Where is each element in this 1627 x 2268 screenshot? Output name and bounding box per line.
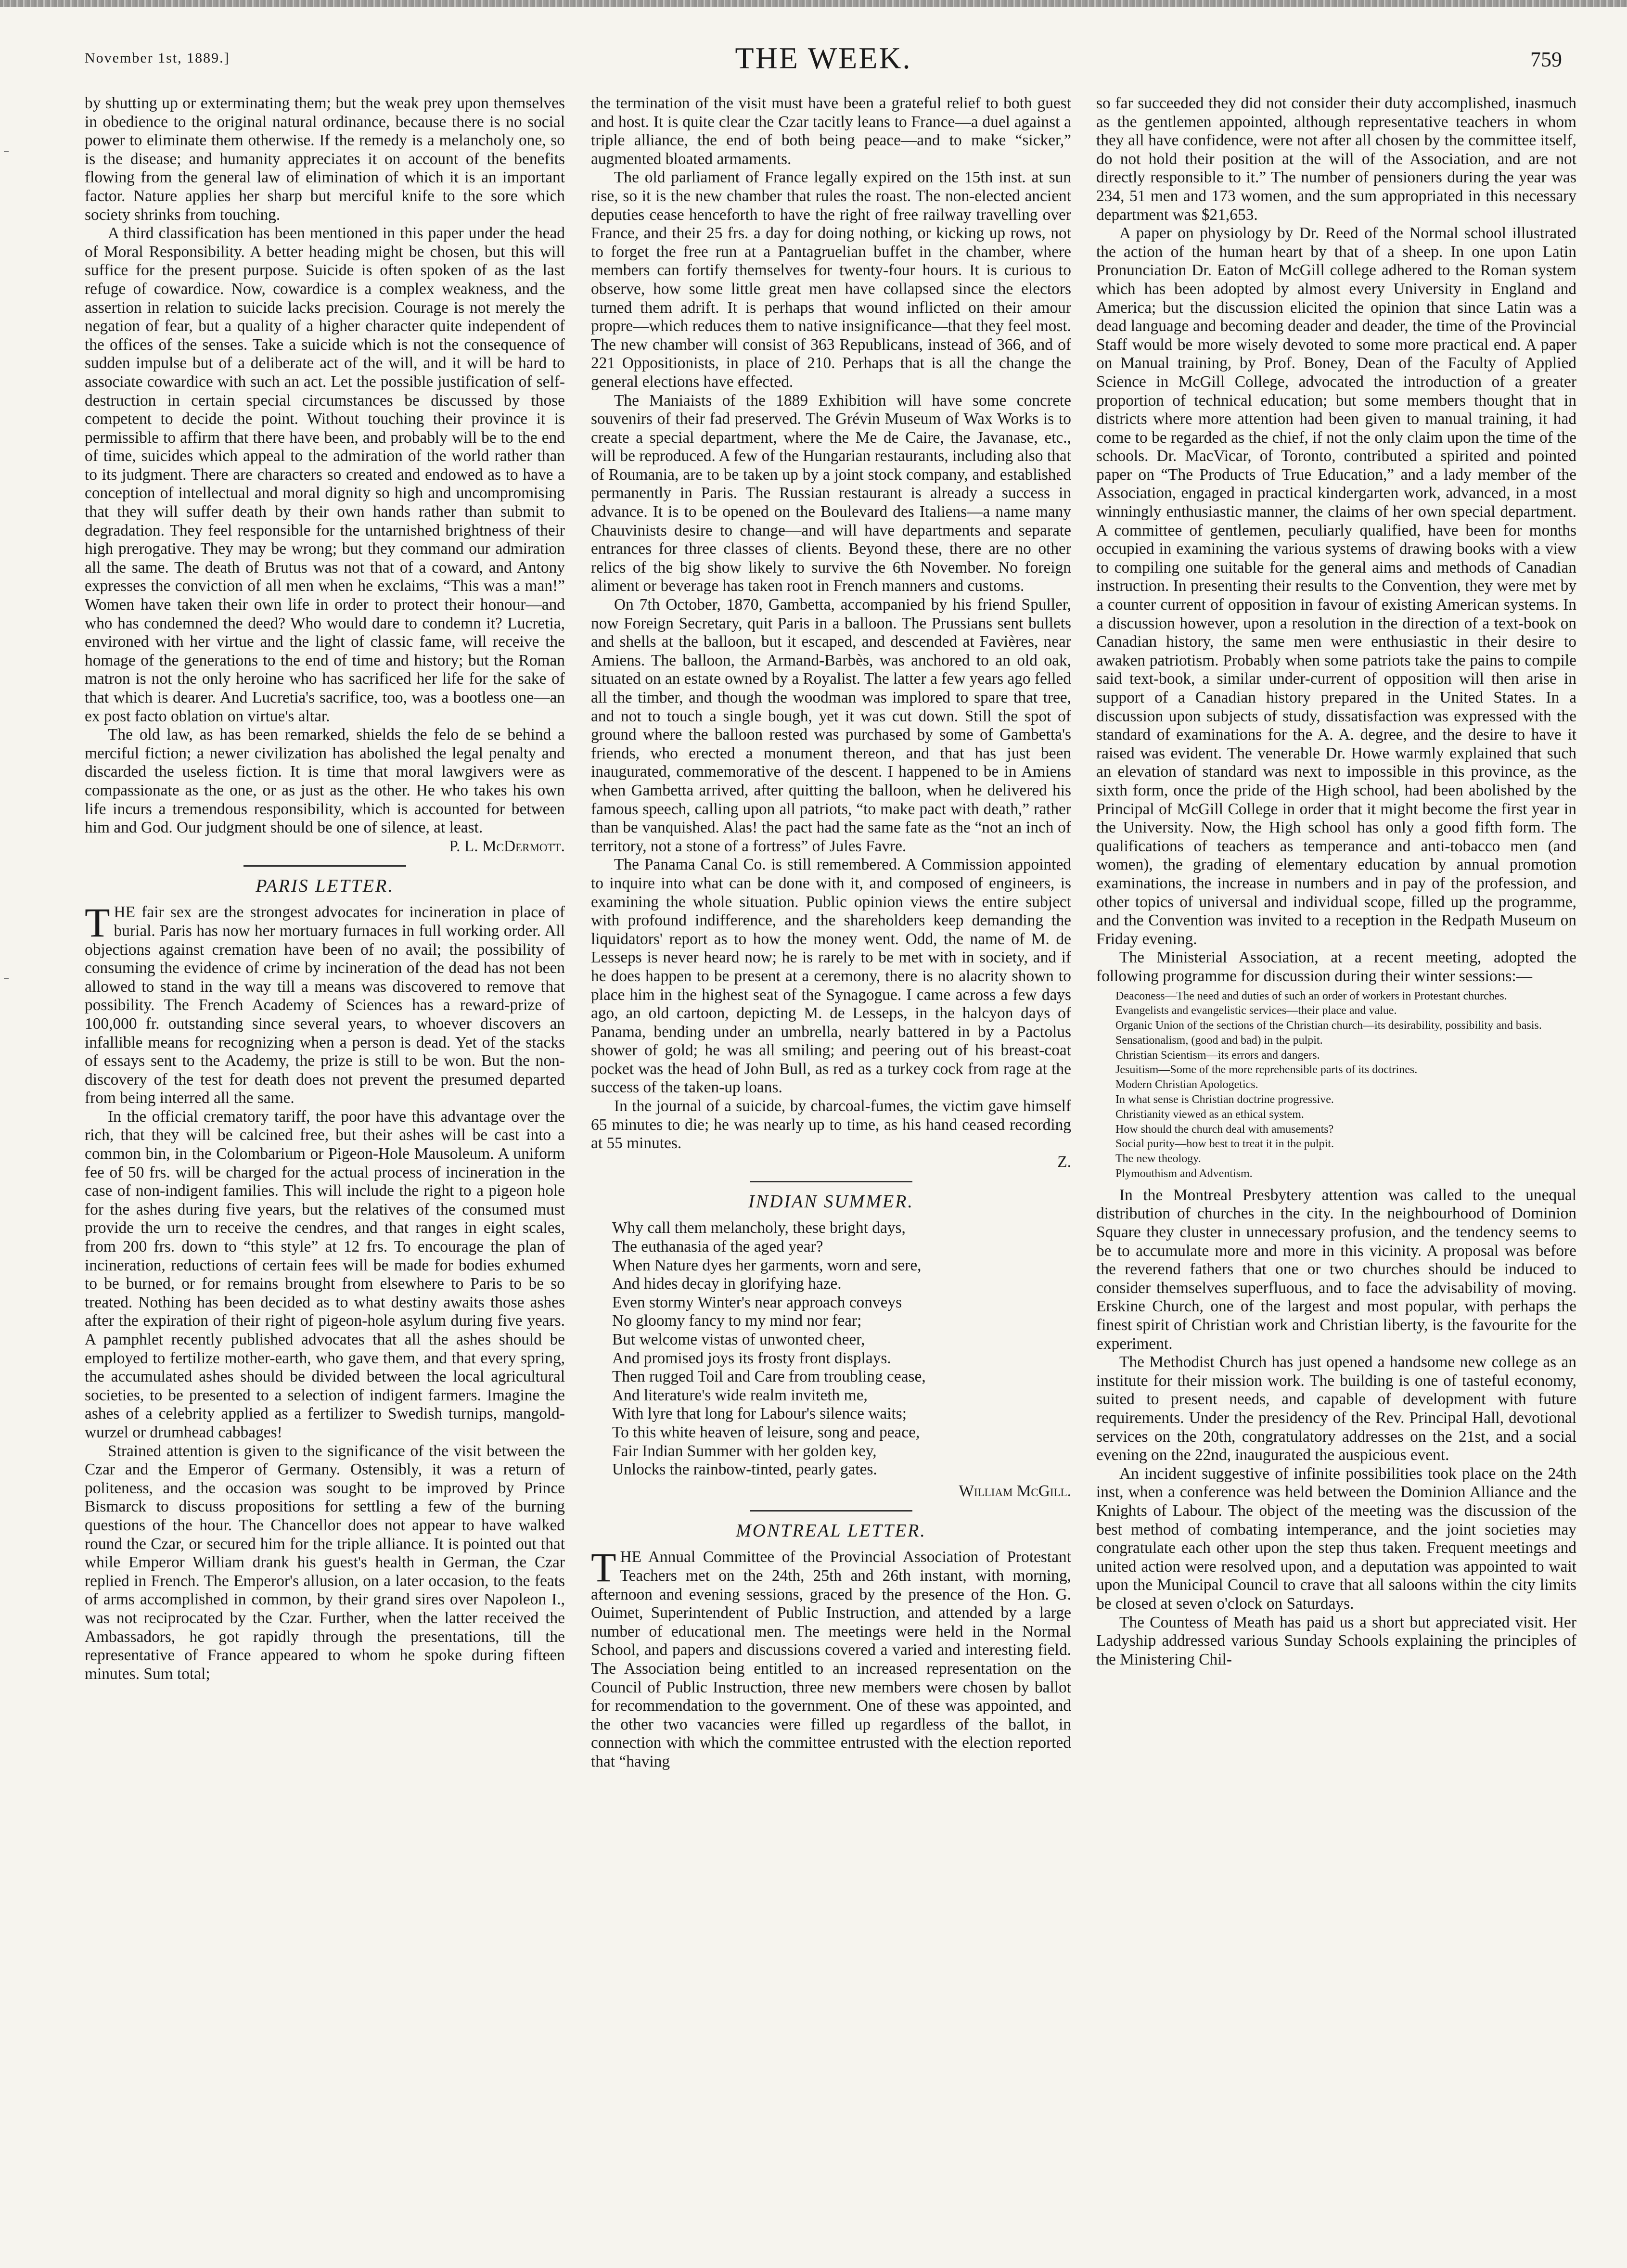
paragraph: Strained attention is given to the significance of the visit between the Czar and the Emperor of Germany. Ostensibly, it was a return of politeness, and the occasion was sought to be improved by Prince Bismarck to discuss propositions for settling a few of the burning questions of the hour. The Chancellor does not appear to have walked round the Czar, or secured him for the triple alliance. It is pointed out that while Emperor William drank his guest's health in German, the Czar replied in French. The Emperor's allusion, on a later occasion, to the feats of arms accomplished in common, by their grand sires over Napoleon I., was not reciprocated by the Czar. Further, when the latter received the Ambassadors, he got rapidly through the presentations, till the representative of France appeared to whom he spoke during fifteen minutes. Sum total; [85, 1442, 565, 1683]
list-item: Sensationalism, (good and bad) in the pulpit. [1115, 1034, 1323, 1047]
poem-line: Even stormy Winter's near approach conveys [612, 1293, 902, 1311]
page-number: 759 [1530, 48, 1562, 71]
programme-list [1096, 989, 1576, 1181]
author-signature: Z. [1057, 1153, 1071, 1171]
paragraph: In the official crematory tariff, the poor have this advantage over the rich, that they will be calcined free, but their ashes will be cast into a common bin, in the Colombarium or Pigeon-Hole Mausoleum. A uniform fee of 50 frs. will be charged for the actual process of incineration in the case of non-indigent families. This will include the right to a pigeon hole for the ashes during five years, but the relatives of the consumed must provide the urn to receive the cendres, and that ranges in eight scales, from 200 frs. down to “this style” at 12 frs. To encourage the plan of incineration, reductions of certain fees will be made for bodies exhumed to be burned, or for remains brought from elsewhere to Paris to be so treated. Nothing has been decided as to what destiny awaits those ashes after the expiration of their right of pigeon-hole asylum during five years. A pamphlet recently published advocates that all the ashes should be employed to fertilize mother-earth, who gave them, and that every spring, the accumulated ashes should be divided between the local agricultural societies, to be presented to a selection of indigent farmers. Imagine the ashes of a celebrity applied as a fertilizer to Swedish turnips, mangold-wurzel or drumhead cabbages! [85, 1107, 565, 1441]
paragraph: The old law, as has been remarked, shields the felo de se behind a merciful fiction; a newer civilization has abolished the legal penalty and discarded the useless fiction. It is time that moral lawgivers were as compassionate as the one, or as just as the other. He who takes his own life incurs a tremendous responsibility, which is accounted for between him and God. Our judgment should be one of silence, at least. [85, 726, 565, 837]
paragraph: On 7th October, 1870, Gambetta, accompanied by his friend Spuller, now Foreign Secretary, quit Paris in a balloon. The Prussians sent bullets and shells at the balloon, but it escaped, and descended at Favières, near Amiens. The balloon, the Armand-Barbès, was anchored to an old oak, situated on an estate owned by a Royalist. The latter a few years ago felled all the timber, and though the woodman was implored to spare that tree, and not to touch a single bough, yet it was cut down. Still the spot of ground where the balloon rested was purchased by some of Gambetta's friends, who erected a monument thereon, and that has just been inaugurated, commemorative of the descent. I happened to be in Amiens when Gambetta arrived, after quitting the balloon, when he delivered his famous speech, calling upon all patriots, “to make pact with death,” rather than be vanquished. Alas! the pact had the same fate as the “not an inch of territory, not a stone of a fortress” of Jules Favre. [591, 596, 1071, 855]
paragraph-text: HE fair sex are the strongest advocates for incineration in place of burial. Paris has now her mortuary furnaces in full working order. All objections against cremation have been of no avail; the possibility of consuming the evidence of crime by incineration of the dead has not been allowed to stand in the way till a means was discovered to remove that possibility. The French Academy of Sciences has a reward-prize of 100,000 fr. outstanding since several years, to whoever discovers an infallible means for recognizing when a person is dead. Yet of the stacks of essays sent to the Academy, the prize is still to be won. But the non-discovery of the test for death does not prevent the presumed departed from being interred all the same. [85, 903, 565, 1107]
poem-line: Unlocks the rainbow-tinted, pearly gates. [612, 1461, 877, 1479]
list-item: In what sense is Christian doctrine progressive. [1115, 1093, 1334, 1106]
top-border-rule [0, 0, 1627, 7]
list-item: Deaconess—The need and duties of such an order of workers in Protestant churches. [1115, 989, 1507, 1002]
drop-cap: T [591, 1544, 616, 1591]
column-3 [1096, 94, 1576, 2255]
paragraph: An incident suggestive of infinite possibilities took place on the 24th inst, when a conference was held between the Dominion Alliance and the Knights of Labour. The object of the meeting was the discussion of the best method of combating intemperance, and the joint societies may congratulate each other upon the step thus taken. Frequent meetings and united action were resolved upon, and a deputation was appointed to wait upon the Municipal Council to crave that all saloons within the city limits be closed at seven o'clock on Saturdays. [1096, 1464, 1576, 1613]
paragraph: The Countess of Meath has paid us a short but appreciated visit. Her Ladyship addressed various Sunday Schools explaining the principles of the Ministering Chil- [1096, 1613, 1576, 1668]
section-divider [750, 1510, 912, 1512]
paragraph: The Panama Canal Co. is still remembered. A Commission appointed to inquire into what can be done with it, and composed of engineers, is examining the whole situation. Public opinion views the entire subject with profound indifference, and the shareholders keep demanding the liquidators' report as to how the money went. Odd, the name of M. de Lesseps is never heard now; he is rarely to be met with in society, and if he does happen to be present at a ceremony, there is no alacrity shown to place him in the highest seat of the Synagogue. I came across a few days ago, an old cartoon, depicting M. de Lesseps, in the halcyon days of Panama, bending under an umbrella, nearly battered in by a Pactolus shower of gold; he was all smiling; and peering out of his breast-coat pocket was the head of John Bull, as red as a turkey cock from rage at the success of the taken-up loans. [591, 856, 1071, 1097]
poem-line: And promised joys its frosty front displays. [612, 1349, 891, 1367]
poem-line: With lyre that long for Labour's silence waits; [612, 1405, 907, 1423]
poem-line: Why call them melancholy, these bright days, [612, 1219, 906, 1237]
section-title-paris-letter: PARIS LETTER. [256, 876, 394, 897]
margin-mark [4, 978, 9, 979]
poem-line: Then rugged Toil and Care from troubling cease, [612, 1368, 926, 1386]
list-item: Modern Christian Apologetics. [1115, 1078, 1258, 1091]
poem-line: The euthanasia of the aged year? [612, 1238, 823, 1256]
poem-line: And hides decay in glorifying haze. [612, 1275, 842, 1293]
poem-line: To this white heaven of leisure, song and peace, [612, 1423, 920, 1441]
list-item: Organic Union of the sections of the Christian church—its desirability, possibility and basis. [1115, 1019, 1542, 1032]
paragraph: A paper on physiology by Dr. Reed of the Normal school illustrated the action of the human heart by that of a sheep. In one upon Latin Pronunciation Dr. Eaton of McGill college adhered to the Roman system which has been adopted by almost every University in England and America; but the discussion elicited the opinion that since Latin was a dead language and becoming deader and deader, the time of the Provincial Staff would be more wisely devoted to some more practical end. A paper on Manual training, by Prof. Boney, Dean of the Faculty of Applied Science in McGill College, advocated the introduction of a greater proportion of technical education; but some members thought that in districts where more attention had been given to manual training, it had come to be regarded as the chief, if not the only claim upon the time of the schools. Dr. MacVicar, of Toronto, contributed a spirited and pointed paper on “The Products of True Education,” and a lady member of the Association, engaged in practical kindergarten work, advanced, in a most winningly enthusiastic manner, the claims of her own special department. A committee of gentlemen, peculiarly qualified, have been for months occupied in examining the various systems of drawing books with a view to compiling one suitable for the general aims and methods of Canadian instruction. In presenting their results to the Convention, they were met by a counter current of opposition in favour of existing American systems. In a discussion however, upon a resolution in the direction of a text-book on Canadian history, the same men were enthusiastic in their desire to awaken patriotism. Probably when some patriots take the pains to compile said text-book, a similar under-current of opposition will then arise in support of a Canadian history prepared in the United States. In a discussion upon subjects of study, dissatisfaction was expressed with the standard of examinations for the A. A. degree, and the desire to have it raised was evident. The venerable Dr. Howe warmly explained that such an elevation of standard was next to impossible in this province, as the sixth form, once the pride of the High school, had been abolished by the Principal of McGill College in order that it might become the first year in the University. Now, the High school has only a good fifth form. The qualifications of teachers as temperance and anti-tobacco men (and women), the grading of elementary education by annual promotion examinations, the increase in numbers and in pay of the profession, and other topics of universal and individual scope, filled up the programme, and the Convention was invited to a reception in the Redpath Museum on Friday evening. [1096, 224, 1576, 948]
paragraph: The Methodist Church has just opened a handsome new college as an institute for their mission work. The building is one of tasteful economy, suited to present needs, and capable of development with future requirements. Under the presidency of the Rev. Principal Hall, devotional services on the 20th, congratulatory addresses on the 21st, and a social evening on the 22nd, inaugurated the auspicious event. [1096, 1353, 1576, 1464]
poem-line: But welcome vistas of unwonted cheer, [612, 1331, 865, 1348]
poem-line: When Nature dyes her garments, worn and sere, [612, 1256, 922, 1274]
paragraph: so far succeeded they did not consider their duty accomplished, inasmuch as the gentlemen appointed, although representative teachers in whom they all have confidence, were not after all chosen by the committee itself, do not hold their position at the will of the Association, and are not directly responsible to it.” The number of pensioners during the year was 234, 51 men and 173 women, and the sum appropriated in this necessary department was $21,653. [1096, 94, 1576, 224]
section-title-indian-summer: INDIAN SUMMER. [748, 1192, 914, 1212]
list-item: Social purity—how best to treat it in the pulpit. [1115, 1138, 1334, 1151]
masthead-title: THE WEEK. [735, 41, 912, 75]
paragraph: by shutting up or exterminating them; but the weak prey upon themselves in obedience to the original natural ordinance, because there is no social power to eliminate them otherwise. If the remedy is a melancholy one, so is the disease; and humanity appreciates it on account of the benefits flowing from the general law of elimination of which it is an important factor. Nature applies her sharp but merciful knife to the sore which society shrinks from touching. [85, 94, 565, 224]
column-1 [85, 94, 565, 2255]
drop-cap: T [85, 899, 110, 946]
list-item: Plymouthism and Adventism. [1115, 1167, 1253, 1180]
paragraph: In the Montreal Presbytery attention was called to the unequal distribution of churches in the city. In the neighbourhood of Dominion Square they cluster in unnecessary profusion, and the tendency seems to be to accumulate more and more in this vicinity. A proposal was before the reverend fathers that one or two churches should be induced to consider themselves superfluous, and to face the advisability of moving. Erskine Church, one of the largest and most popular, with perhaps the finest spirit of Christian work and Christian liberty, is the favourite for the experiment. [1096, 1186, 1576, 1353]
paragraph: A third classification has been mentioned in this paper under the head of Moral Responsibility. A better heading might be chosen, but this will suffice for the present purpose. Suicide is often spoken of as the last refuge of cowardice. Now, cowardice is a complex weakness, and the assertion in relation to suicide lacks precision. Courage is not merely the negation of fear, but a quality of a higher character quite independent of the offices of the senses. Take a suicide which is not the consequence of sudden impulse but of a deliberate act of the will, and it will be hard to associate cowardice with such an act. Let the possible justification of self-destruction in certain special circumstances be discussed by those competent to decide the point. Without touching their province it is permissible to affirm that there have been, and probably will be to the end of time, suicides which appeal to the admiration of the world rather than to its judgment. There are characters so created and endowed as to have a conception of intellectual and moral dignity so high and uncompromising that they will suffer death by their own hands rather than submit to degradation. They feel responsible for the untarnished brightness of their high prerogative. They may be wrong; but they command our admiration all the same. The death of Brutus was not that of a coward, and Antony expresses the conviction of all men when he exclaims, “This was a man!” Women have taken their own life in order to protect their honour—and who has condemned the deed? Who would dare to condemn it? Lucretia, environed with her virtue and the light of classic fame, will receive the homage of the generations to the end of time and history; but the Roman matron is not the only heroine who has sacrificed her life for the sake of that which is dearer. And Lucretia's sacrifice, too, was a bootless one—an ex post facto oblation on virtue's altar. [85, 224, 565, 725]
paragraph [591, 1544, 1071, 1771]
issue-date: November 1st, 1889.] [85, 50, 230, 66]
paragraph: In the journal of a suicide, by charcoal-fumes, the victim gave himself 65 minutes to die; he was nearly up to time, as his hand ceased recording at 55 minutes. [591, 1097, 1071, 1153]
paragraph-text: HE Annual Committee of the Provincial Association of Protestant Teachers met on the 24th, 25th and 26th instant, with morning, afternoon and evening sessions, graced by the presence of the Hon. G. Ouimet, Superintendent of Public Instruction, and attended by a large number of educational men. The meetings were held in the Normal School, and papers and discussions covered a varied and interesting field. The Association being entitled to an increased representation on the Council of Public Instruction, three new members were chosen by ballot for recommendation to the government. One of these was appointed, and the other two vacancies were filled up regardless of the ballot, in connection with which the committee entrusted with the election reported that “having [591, 1548, 1071, 1770]
list-item: Evangelists and evangelistic services—their place and value. [1115, 1004, 1397, 1017]
margin-mark [4, 151, 9, 152]
poem-line: And literature's wide realm inviteth me, [612, 1386, 868, 1404]
paragraph: The Ministerial Association, at a recent meeting, adopted the following programme for discussion during their winter sessions:— [1096, 948, 1576, 985]
list-item: Jesuitism—Some of the more reprehensible parts of its doctrines. [1115, 1064, 1418, 1076]
list-item: The new theology. [1115, 1153, 1201, 1166]
author-signature: P. L. McDermott. [449, 837, 565, 855]
list-item: Christian Scientism—its errors and dangers. [1115, 1049, 1320, 1062]
poem-author: William McGill. [959, 1482, 1071, 1500]
paragraph: The Maniaists of the 1889 Exhibition will have some concrete souvenirs of their fad preserved. The Grévin Museum of Wax Works is to create a special department, where the Me de Caire, the Javanase, etc., will be reproduced. A few of the Hungarian restaurants, including also that of Roumania, are to be taken up by a joint stock company, and established permanently in Paris. The Russian restaurant is already a success in advance. It is to be opened on the Boulevard des Italiens—a name many Chauvinists desire to change—and will have departments and separate entrances for three classes of clients. Beyond these, there are no other relics of the big show likely to survive the 6th November. No foreign aliment or beverage has taken root in French manners and customs. [591, 391, 1071, 595]
section-divider [750, 1181, 912, 1182]
list-item: How should the church deal with amusements? [1115, 1123, 1334, 1136]
paragraph: the termination of the visit must have been a grateful relief to both guest and host. It is quite clear the Czar tacitly leans to France—a duel against a triple alliance, the end of both being peace—and to make “sicker,” augmented bloated armaments. [591, 94, 1071, 168]
poem [612, 1219, 1071, 1479]
column-2 [591, 94, 1071, 2255]
list-item: Christianity viewed as an ethical system. [1115, 1108, 1304, 1121]
section-title-montreal-letter: MONTREAL LETTER. [736, 1521, 926, 1541]
section-divider [243, 865, 406, 867]
page-header [85, 40, 1562, 82]
paragraph: The old parliament of France legally expired on the 15th inst. at sun rise, so it is the new chamber that rules the roast. The non-elected ancient deputies cease henceforth to have the right of free railway travelling over France, and their 25 frs. a day for doing nothing, or kicking up rows, not to forget the free run at a Pantagruelian buffet in the chamber, where members can fortify themselves for twenty-four hours. It is curious to observe, how some little great men have collapsed since the electors turned them adrift. It is perhaps that wound inflicted on their amour propre—which reduces them to native insignificance—that they feel most. The new chamber will consist of 363 Republicans, instead of 366, and of 221 Oppositionists, in place of 210. Perhaps that is all the change the general elections have effected. [591, 168, 1071, 391]
poem-line: No gloomy fancy to my mind nor fear; [612, 1312, 862, 1330]
poem-line: Fair Indian Summer with her golden key, [612, 1442, 877, 1460]
paragraph [85, 899, 565, 1108]
